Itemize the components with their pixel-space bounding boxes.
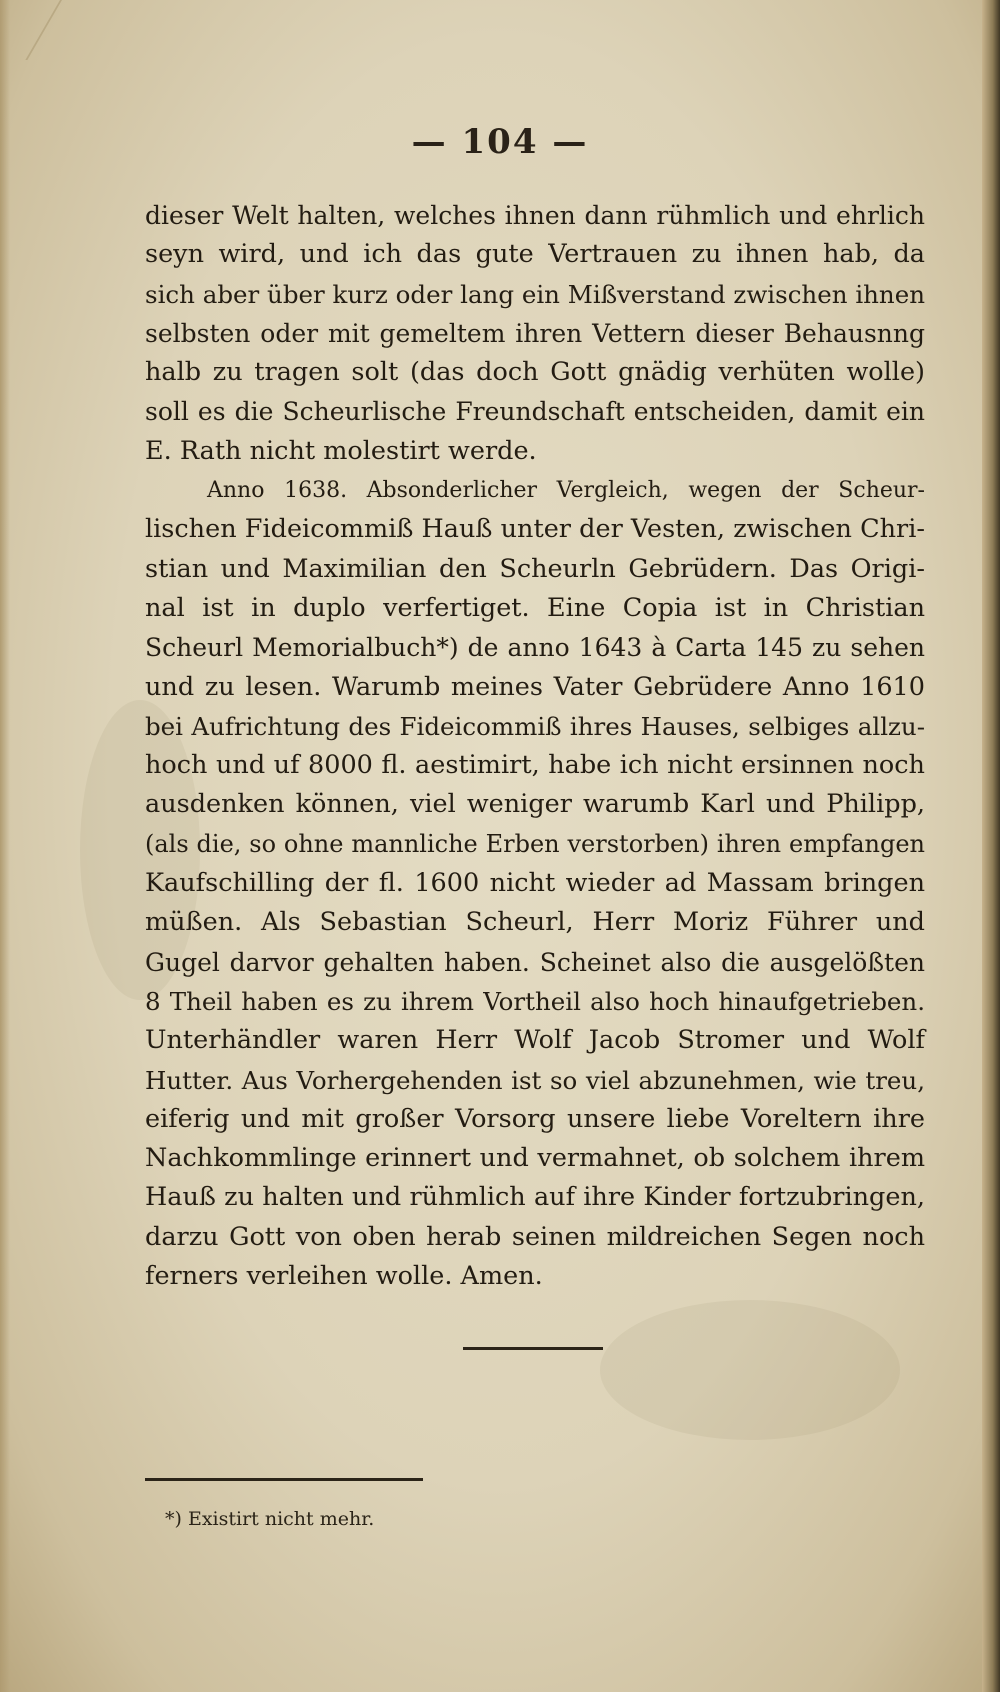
text-line: ferners verleihen wolle. Amen. bbox=[145, 1261, 543, 1292]
text-line: Gugel darvor gehalten haben. Scheinet also die ausgelößten bbox=[145, 947, 925, 977]
text-line: Anno 1638. Absonderlicher Vergleich, wegen der Scheur- bbox=[207, 478, 925, 504]
text-line: selbsten oder mit gemeltem ihren Vettern dieser Behausnng bbox=[145, 318, 925, 348]
page-number: — 104 — bbox=[411, 122, 589, 162]
text-line: E. Rath nicht molestirt werde. bbox=[145, 435, 537, 466]
text-line: Hutter. Aus Vorhergehenden ist so viel abzunehmen, wie treu, bbox=[145, 1065, 925, 1095]
text-line: ausdenken können, viel weniger warumb Karl und Philipp, bbox=[145, 789, 925, 820]
footnote: *) Existirt nicht mehr. bbox=[165, 1508, 375, 1530]
corner-fold bbox=[0, 0, 62, 60]
text-line: hoch und uf 8000 fl. aestimirt, habe ich nicht ersinnen noch bbox=[145, 750, 925, 781]
text-line: lischen Fideicommiß Hauß unter der Vesten, zwischen Chri- bbox=[145, 514, 925, 545]
text-line: Scheurl Memorialbuch*) de anno 1643 à Carta 145 zu sehen bbox=[145, 633, 925, 663]
page-smudge bbox=[600, 1300, 900, 1440]
text-line: und zu lesen. Warumb meines Vater Gebrüdere Anno 1610 bbox=[145, 671, 925, 702]
text-line: bei Aufrichtung des Fideicommiß ihres Hauses, selbiges allzu- bbox=[145, 711, 925, 741]
footnote-rule bbox=[145, 1478, 423, 1481]
text-line: 8 Theil haben es zu ihrem Vortheil also hoch hinaufgetrieben. bbox=[145, 986, 925, 1016]
page-right-edge bbox=[982, 0, 1000, 1692]
text-line: Kaufschilling der fl. 1600 nicht wieder ad Massam bringen bbox=[145, 868, 925, 899]
text-line: müßen. Als Sebastian Scheurl, Herr Moriz Führer und bbox=[145, 907, 925, 938]
text-line: darzu Gott von oben herab seinen mildreichen Segen noch bbox=[145, 1221, 925, 1252]
body-text bbox=[145, 196, 925, 1296]
text-line: Unterhändler waren Herr Wolf Jacob Stromer und Wolf bbox=[145, 1025, 925, 1056]
section-divider bbox=[463, 1347, 603, 1350]
text-line: eiferig und mit großer Vorsorg unsere liebe Voreltern ihre bbox=[145, 1103, 925, 1134]
text-line: soll es die Scheurlische Freundschaft entscheiden, damit ein bbox=[145, 397, 925, 427]
text-line: stian und Maximilian den Scheurln Gebrüdern. Das Origi- bbox=[145, 553, 925, 584]
text-line: sich aber über kurz oder lang ein Mißverstand zwischen ihnen bbox=[145, 279, 925, 309]
text-line: Nachkommlinge erinnert und vermahnet, ob solchem ihrem bbox=[145, 1143, 925, 1174]
text-line: dieser Welt halten, welches ihnen dann rühmlich und ehrlich bbox=[145, 201, 925, 230]
text-line: halb zu tragen solt (das doch Gott gnädig verhüten wolle) bbox=[145, 357, 925, 388]
text-line: seyn wird, und ich das gute Vertrauen zu ihnen hab, da bbox=[145, 239, 925, 270]
text-line: nal ist in duplo verfertiget. Eine Copia ist in Christian bbox=[145, 592, 925, 623]
text-line: (als die, so ohne mannliche Erben verstorben) ihren empfangen bbox=[145, 829, 925, 858]
text-line: Hauß zu halten und rühmlich auf ihre Kinder fortzubringen, bbox=[145, 1182, 925, 1213]
page-left-edge bbox=[0, 0, 10, 1692]
